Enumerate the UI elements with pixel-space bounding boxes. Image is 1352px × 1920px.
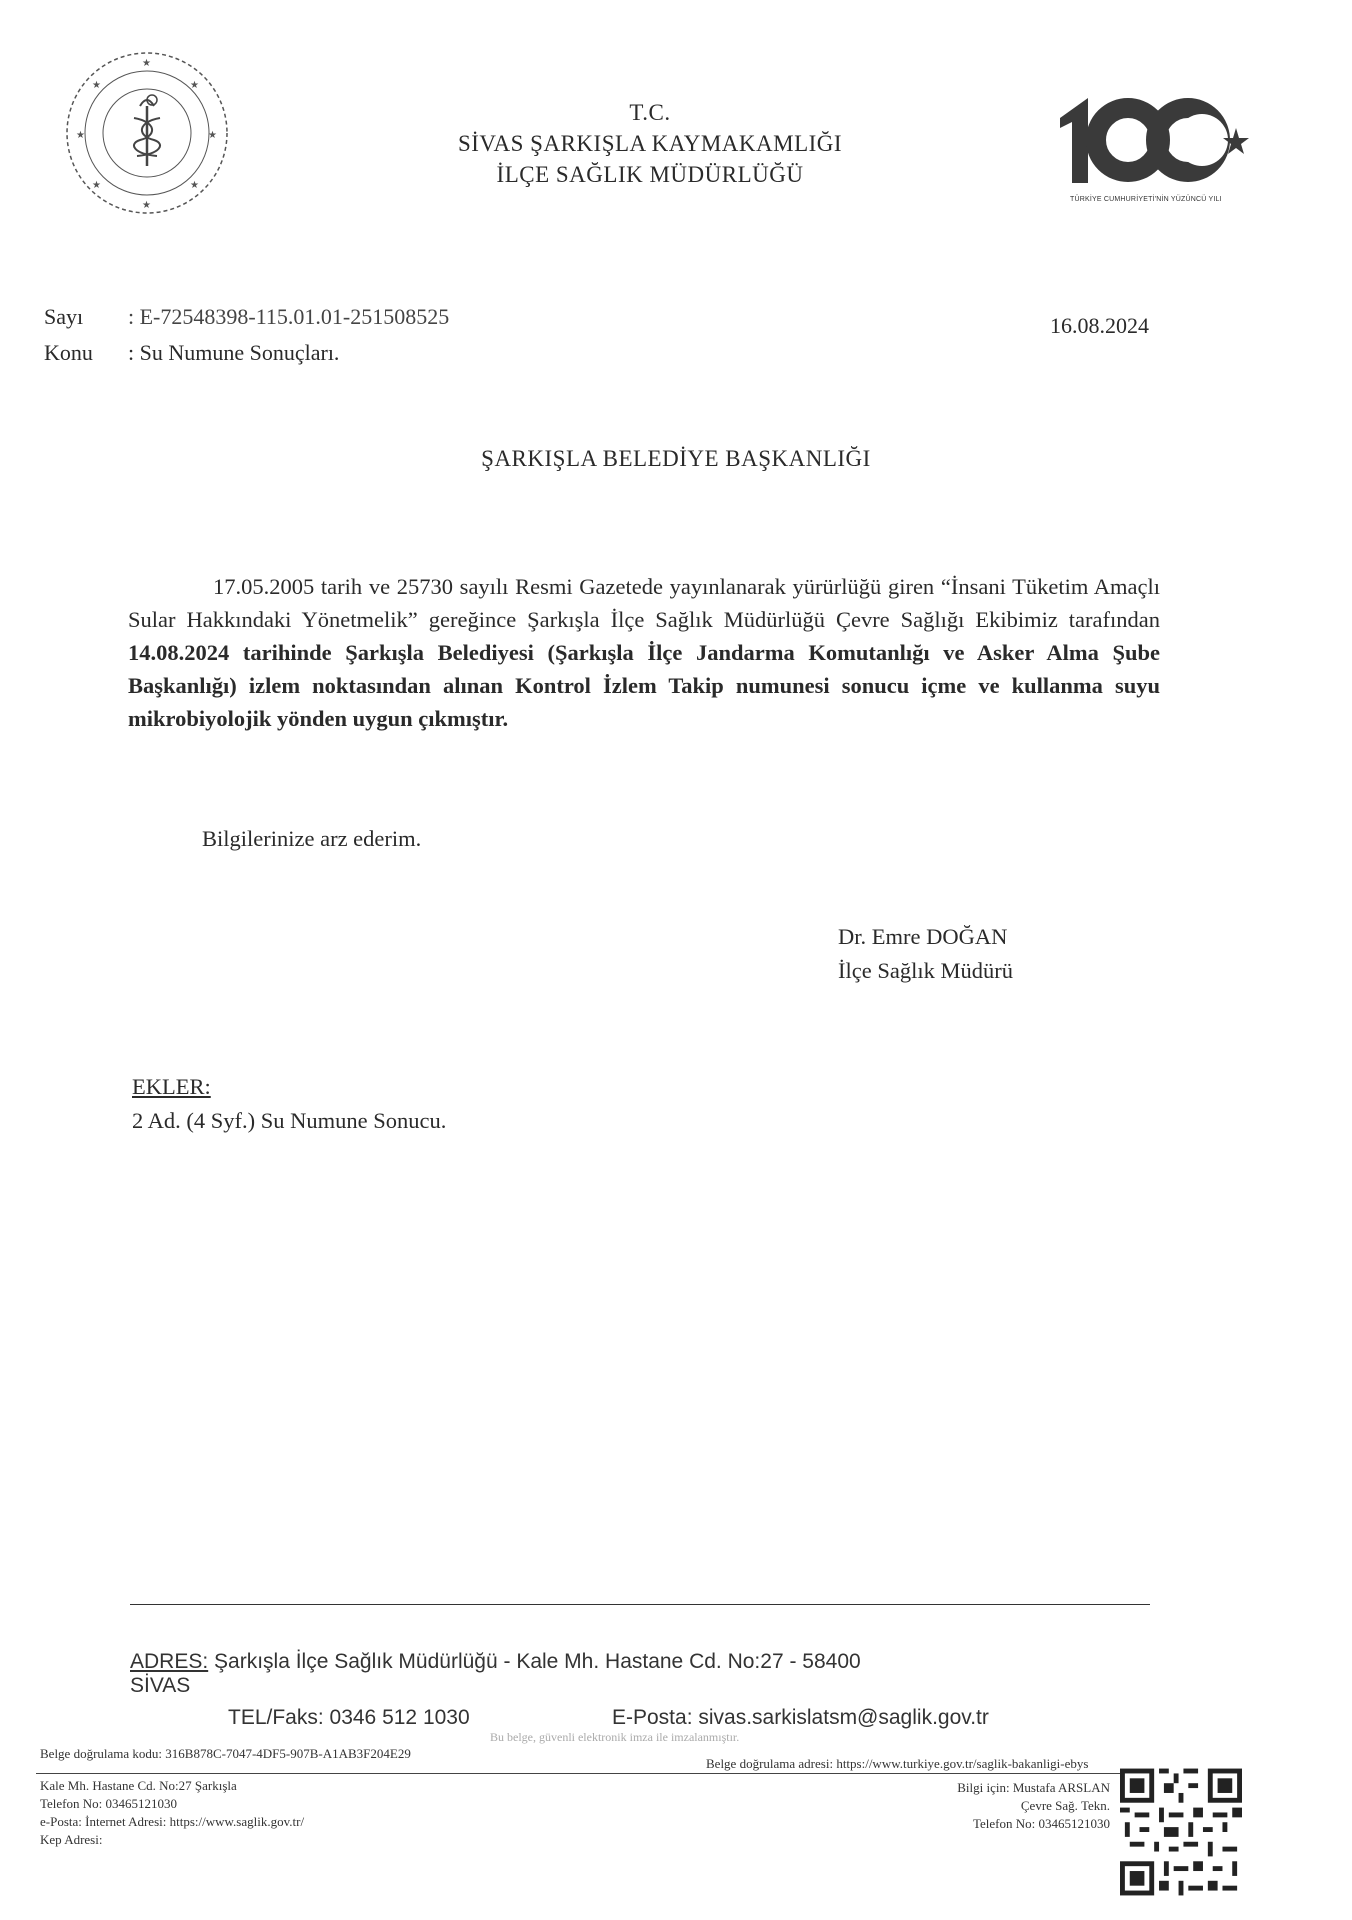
address-value: Şarkışla İlçe Sağlık Müdürlüğü - Kale Mh. Hastane Cd. No:27 - 58400 — [208, 1650, 861, 1673]
attachments-item: 2 Ad. (4 Syf.) Su Numune Sonucu. — [132, 1108, 447, 1133]
svg-text:★: ★ — [190, 180, 199, 191]
svg-text:★: ★ — [142, 200, 151, 211]
footer-address-line — [130, 1650, 861, 1674]
verify-address: Belge doğrulama adresi: https://www.turkiye.gov.tr/saglik-bakanligi-ebys — [706, 1756, 1089, 1771]
centenary-caption: TÜRKİYE CUMHURİYETİ'NİN YÜZÜNCÜ YILI — [1070, 196, 1222, 203]
footer-right-contact: Bilgi için: Mustafa ARSLAN — [957, 1780, 1110, 1795]
signatory-name: Dr. Emre DOĞAN — [838, 924, 1008, 949]
body-paragraph — [128, 570, 1160, 735]
konu-value: : Su Numune Sonuçları. — [128, 340, 340, 365]
footer-small-divider — [36, 1773, 1242, 1774]
konu-label: Konu — [44, 340, 93, 365]
qr-code — [1120, 1768, 1242, 1896]
footer-left-kep: Kep Adresi: — [40, 1832, 103, 1847]
svg-text:★: ★ — [190, 80, 199, 91]
footer-divider — [130, 1604, 1150, 1605]
letterhead-directorate: İLÇE SAĞLIK MÜDÜRLÜĞÜ — [496, 162, 804, 187]
body-text-bold: 14.08.2024 tarihinde Şarkışla Belediyesi (Şarkışla İlçe Jandarma Komutanlığı ve Asker Alma Şube Başkanlığı) izlem noktasından alınan Kontrol İzlem Takip numunesi sonucu içme ve kullanma suyu mikrobiyolojik yönden uygun çıkmıştır. — [128, 640, 1160, 731]
document-date: 16.08.2024 — [1050, 313, 1149, 338]
svg-text:★: ★ — [92, 80, 101, 91]
verify-code: Belge doğrulama kodu: 316B878C-7047-4DF5-907B-A1AB3F204E29 — [40, 1746, 411, 1761]
centenary-100-logo — [1050, 88, 1250, 198]
attachments-label: EKLER: — [132, 1074, 211, 1099]
body-text-normal: 17.05.2005 tarih ve 25730 sayılı Resmi Gazetede yayınlanarak yürürlüğü giren “İnsani Tüketim Amaçlı Sular Hakkındaki Yönetmelik” gereğince Şarkışla İlçe Sağlık Müdürlüğü Çevre Sağlığı Ekibimiz tarafından — [128, 574, 1160, 632]
address-city: SİVAS — [130, 1674, 191, 1697]
footer-left-email-web: e-Posta: İnternet Adresi: https://www.saglik.gov.tr/ — [40, 1814, 305, 1829]
signatory-title: İlçe Sağlık Müdürü — [838, 958, 1013, 983]
footer-phone: TEL/Faks: 0346 512 1030 — [228, 1706, 470, 1729]
svg-text:★: ★ — [142, 58, 151, 69]
footer-left-address: Kale Mh. Hastane Cd. No:27 Şarkışla — [40, 1778, 237, 1793]
svg-text:★: ★ — [208, 130, 217, 141]
footer-email: E-Posta: sivas.sarkislatsm@saglik.gov.tr — [612, 1706, 989, 1729]
ministry-seal-logo — [62, 48, 232, 218]
closing-line: Bilgilerinize arz ederim. — [202, 826, 422, 851]
letterhead-tc: T.C. — [629, 100, 671, 125]
svg-text:★: ★ — [76, 130, 85, 141]
esign-note: Bu belge, güvenli elektronik imza ile imzalanmıştır. — [490, 1730, 740, 1744]
footer-right-role: Çevre Sağ. Tekn. — [1020, 1798, 1110, 1813]
letterhead-governorship: SİVAS ŞARKIŞLA KAYMAKAMLIĞI — [457, 131, 843, 156]
addressee: ŞARKIŞLA BELEDİYE BAŞKANLIĞI — [481, 446, 871, 471]
footer-left-phone: Telefon No: 03465121030 — [40, 1796, 178, 1811]
footer-right-phone: Telefon No: 03465121030 — [972, 1816, 1110, 1831]
address-label: ADRES: — [130, 1650, 209, 1673]
svg-text:★: ★ — [92, 180, 101, 191]
sayi-label: Sayı — [44, 304, 84, 329]
sayi-value: : E-72548398-115.01.01-251508525 — [128, 304, 450, 329]
